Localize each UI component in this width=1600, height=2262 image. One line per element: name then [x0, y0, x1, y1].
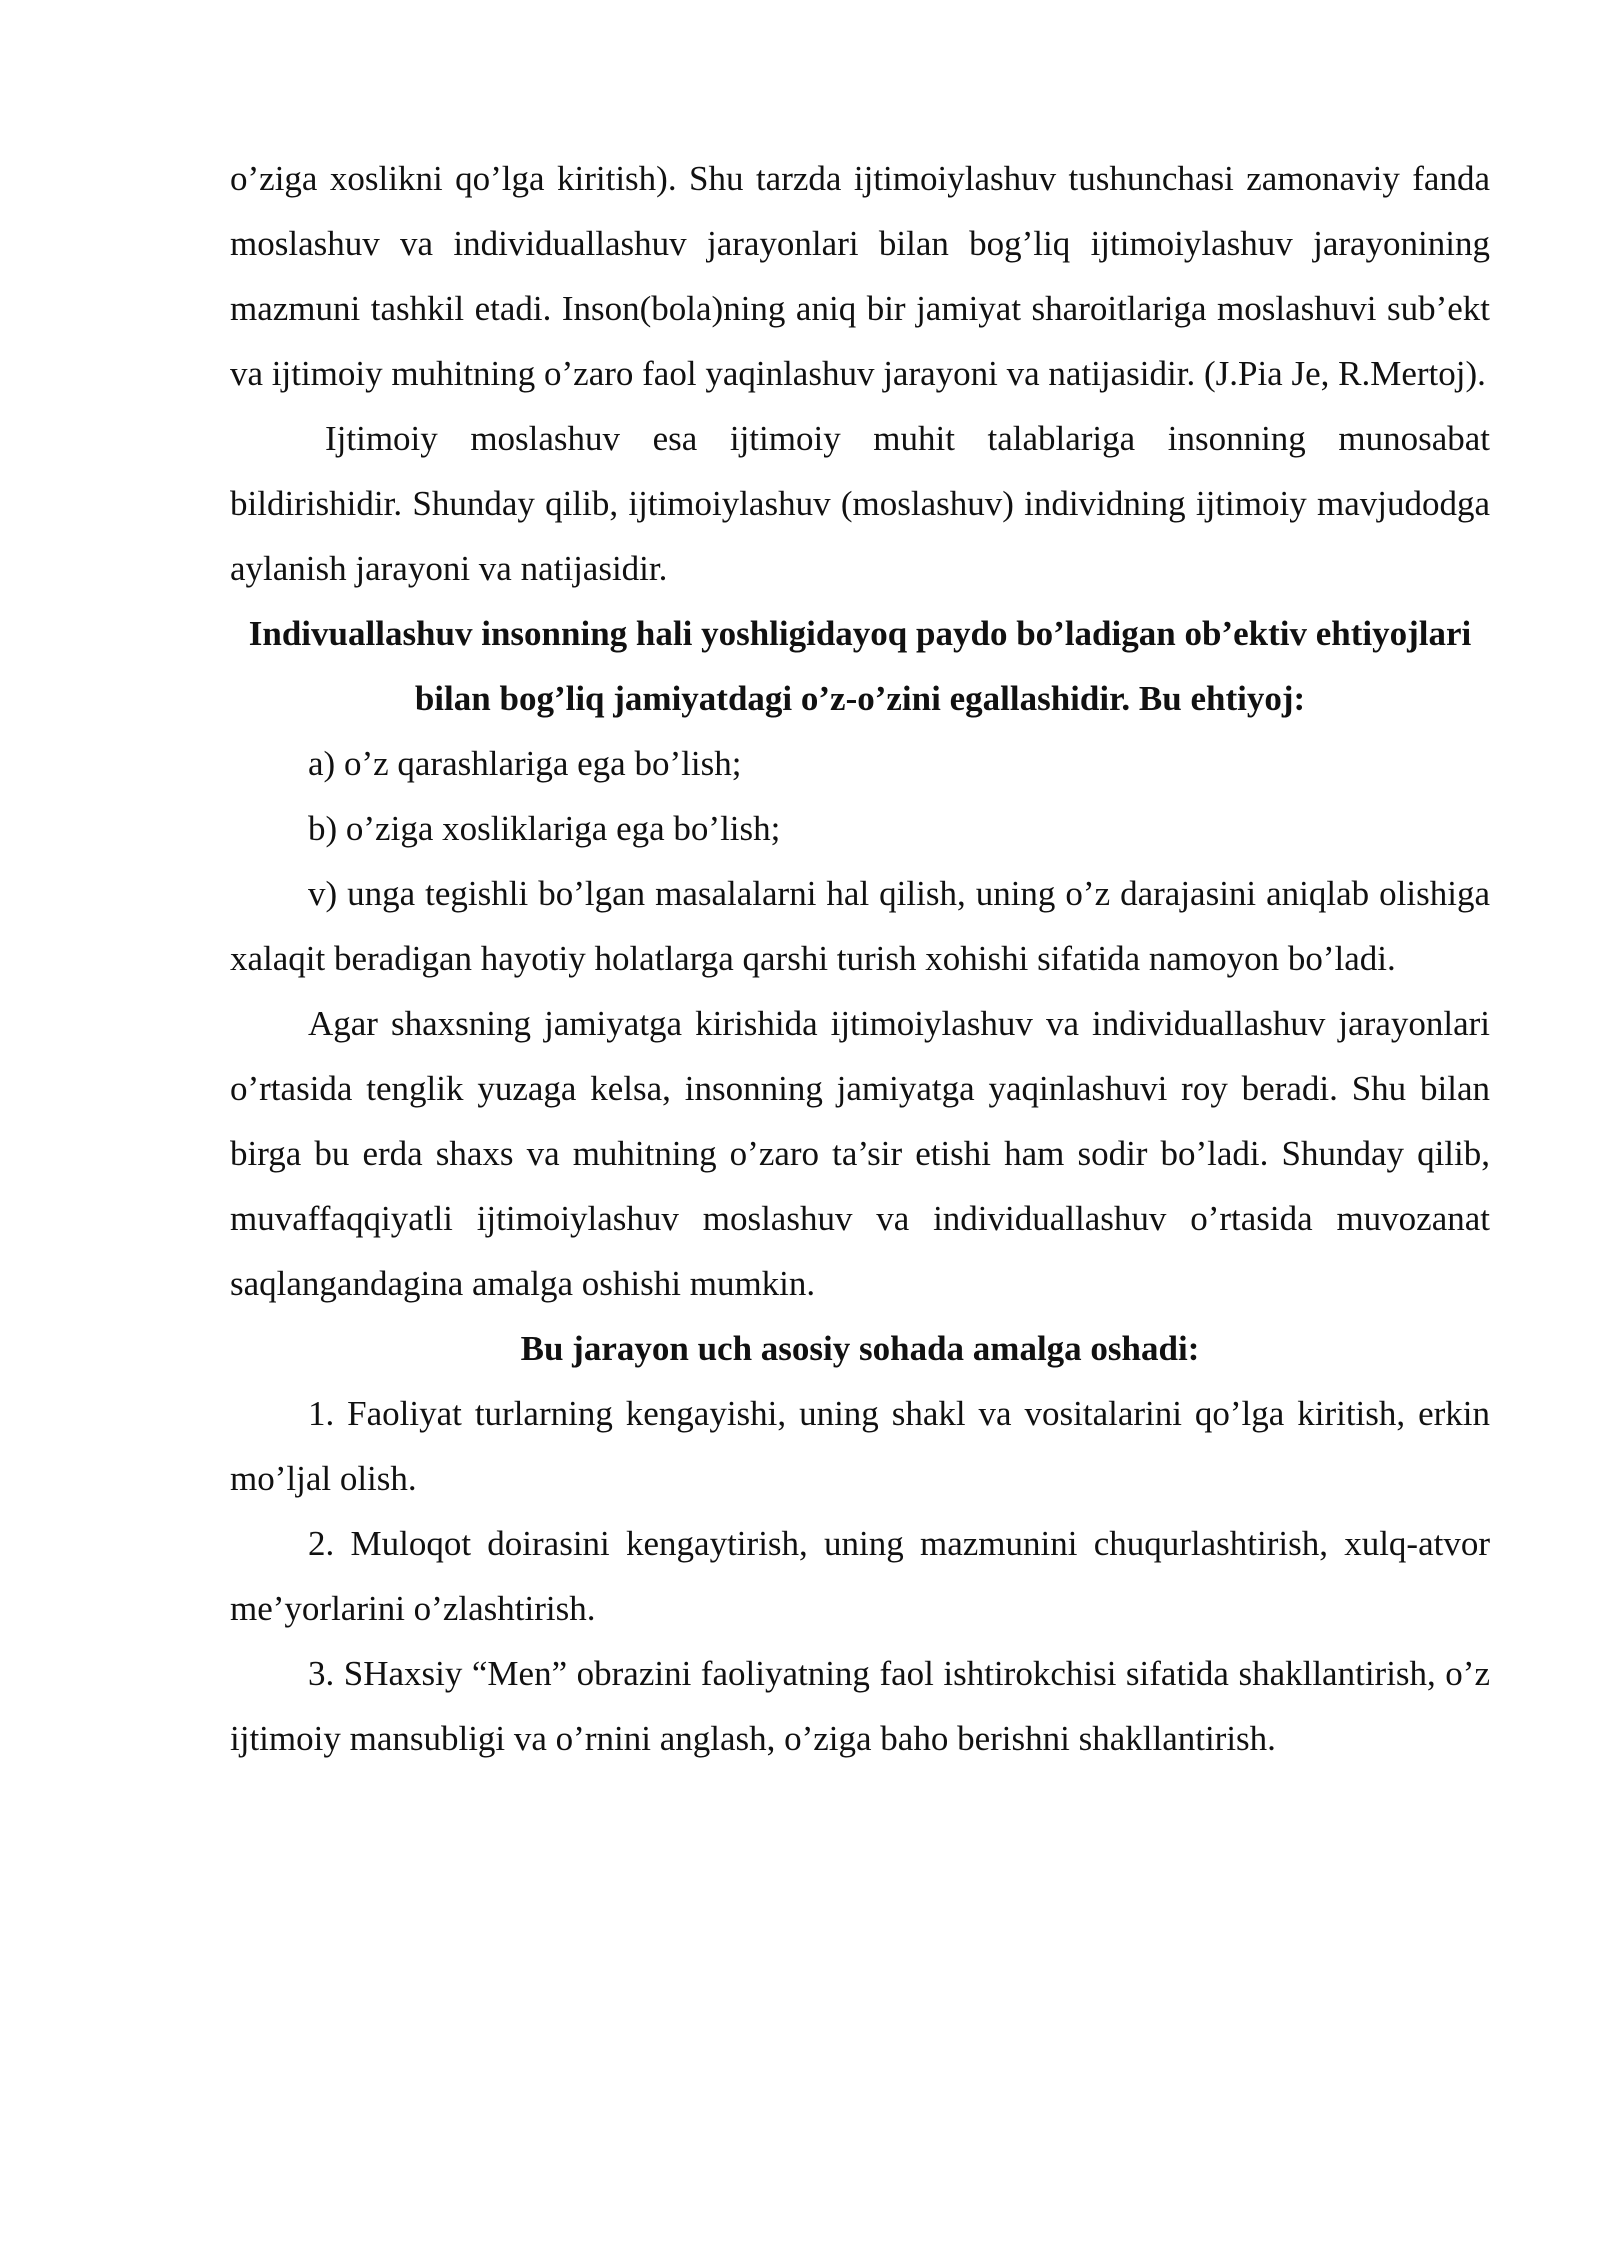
- numbered-item-3: 3. SHaxsiy “Men” obrazini faoliyatning faol ishtirokchisi sifatida shakllantirish, o’z ijtimoiy mansubligi va o’rnini anglash, o’ziga baho berishni shakllantirish.: [230, 1654, 1490, 1758]
- heading-individualization: Indivuallashuv insonning hali yoshligidayoq paydo bo’ladigan ob’ektiv ehtiyojlari bilan bog’liq jamiyatdagi o’z-o’zini egallashidir. Bu ehtiyoj:: [248, 614, 1472, 718]
- list-item-v: v) unga tegishli bo’lgan masalalarni hal qilish, uning o’z darajasini aniqlab olishiga xalaqit beradigan hayotiy holatlarga qarshi turish xohishi sifatida namoyon bo’ladi.: [230, 874, 1490, 978]
- paragraph-social-adaptation: Ijtimoiy moslashuv esa ijtimoiy muhit talablariga insonning munosabat bildirishidir. Shunday qilib, ijtimoiylashuv (moslashuv) individning ijtimoiy mavjudodga aylanish jarayoni va natijasidir.: [230, 419, 1490, 588]
- heading-three-spheres: Bu jarayon uch asosiy sohada amalga oshadi:: [520, 1329, 1200, 1368]
- paragraph-socialization-definition: o’ziga xoslikni qo’lga kiritish). Shu tarzda ijtimoiylashuv tushunchasi zamonaviy fanda moslashuv va individuallashuv jarayonlari bilan bog’liq ijtimoiylashuv jarayonining mazmuni tashkil etadi. Inson(bola)ning aniq bir jamiyat sharoitlariga moslashuvi sub’ekt va ijtimoiy muhitning o’zaro faol yaqinlashuv jarayoni va natijasidir. (J.Pia Je, R.Mertoj).: [230, 159, 1490, 393]
- numbered-item-2: 2. Muloqot doirasini kengaytirish, uning mazmunini chuqurlashtirish, xulq-atvor me’yorlarini o’zlashtirish.: [230, 1524, 1490, 1628]
- numbered-item-1: 1. Faoliyat turlarning kengayishi, uning shakl va vositalarini qo’lga kiritish, erkin mo’ljal olish.: [230, 1394, 1490, 1498]
- list-item-a: a) o’z qarashlariga ega bo’lish;: [308, 744, 742, 783]
- document-page: [230, 146, 1490, 1771]
- paragraph-balance: Agar shaxsning jamiyatga kirishida ijtimoiylashuv va individuallashuv jarayonlari o’rtasida tenglik yuzaga kelsa, insonning jamiyatga yaqinlashuvi roy beradi. Shu bilan birga bu erda shaxs va muhitning o’zaro ta’sir etishi ham sodir bo’ladi. Shunday qilib, muvaffaqqiyatli ijtimoiylashuv moslashuv va individuallashuv o’rtasida muvozanat saqlangandagina amalga oshishi mumkin.: [230, 1004, 1490, 1303]
- list-item-b: b) o’ziga xosliklariga ega bo’lish;: [308, 809, 781, 848]
